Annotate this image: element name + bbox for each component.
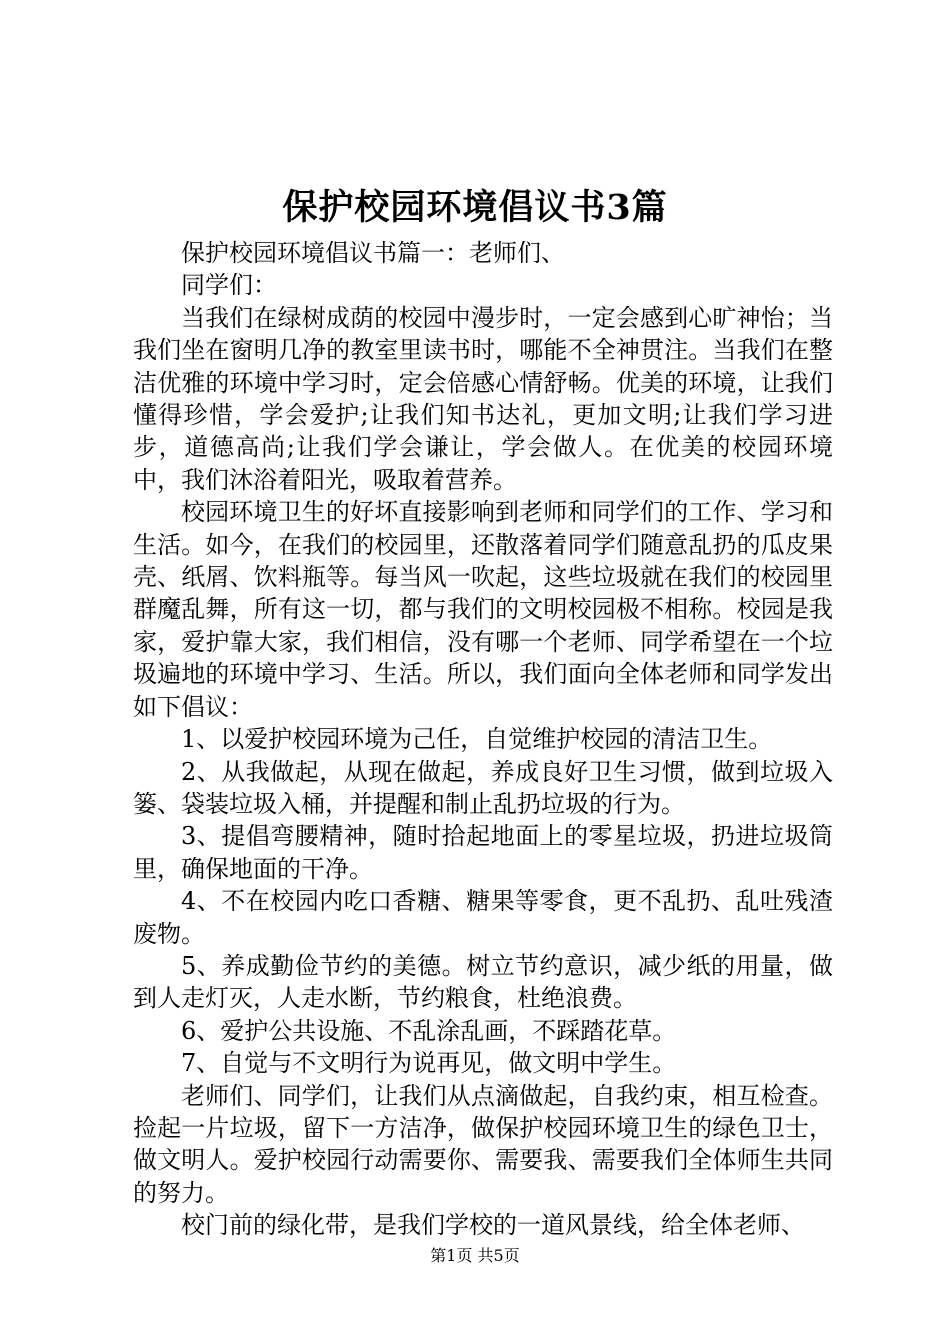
proposal-item-1: 1、以爱护校园环境为己任，自觉维护校园的清洁卫生。 xyxy=(181,725,773,754)
proposal-item-7: 7、自觉与不文明行为说再见，做文明中学生。 xyxy=(181,1049,677,1078)
paragraph-heading-line: 保护校园环境倡议书篇一：老师们、 xyxy=(181,239,565,267)
proposal-item-5: 5、养成勤俭节约的美德。树立节约意识，减少纸的用量，做到人走灯灭，人走水断，节约粮食，杜绝浪费。 xyxy=(133,951,833,1013)
paragraph-intro: 当我们在绿树成荫的校园中漫步时，一定会感到心旷神怡；当我们坐在窗明几净的教室里读书时，哪能不全神贯注。当我们在整洁优雅的环境中学习时，定会倍感心情舒畅。优美的环境，让我们懂得珍惜，学会爱护;让我们知书达礼，更加文明;让我们学习进步，道德高尚;让我们学会谦让，学会做人。在优美的校园环境中，我们沐浴着阳光，吸取着营养。 xyxy=(133,303,833,494)
proposal-item-2: 2、从我做起，从现在做起，养成良好卫生习惯，做到垃圾入篓、袋装垃圾入桶，并提醒和制止乱扔垃圾的行为。 xyxy=(133,757,833,818)
paragraph-continued: 校门前的绿化带，是我们学校的一道风景线，给全体老师、 xyxy=(181,1211,805,1240)
document-title: 保护校园环境倡议书3篇 xyxy=(282,187,668,228)
paragraph-salutation: 同学们： xyxy=(181,271,277,300)
proposal-item-6: 6、爱护公共设施、不乱涂乱画，不踩踏花草。 xyxy=(181,1016,677,1045)
paragraph-problem: 校园环境卫生的好坏直接影响到老师和同学们的工作、学习和生活。如今，在我们的校园里，还散落着同学们随意乱扔的瓜皮果壳、纸屑、饮料瓶等。每当风一吹起，这些垃圾就在我们的校园里群魔乱舞，所有这一切，都与我们的文明校园极不相称。校园是我家，爱护靠大家，我们相信，没有哪一个老师、同学希望在一个垃圾遍地的环境中学习、生活。所以，我们面向全体老师和同学发出如下倡议： xyxy=(133,498,833,721)
proposal-item-3: 3、提倡弯腰精神，随时拾起地面上的零星垃圾，扔进垃圾筒里，确保地面的干净。 xyxy=(133,822,833,883)
page-footer: 第1页 共5页 xyxy=(430,1246,520,1265)
document-body xyxy=(133,237,833,1242)
proposal-item-4: 4、不在校园内吃口香糖、糖果等零食，更不乱扔、乱吐残渣废物。 xyxy=(133,887,833,948)
paragraph-closing: 老师们、同学们，让我们从点滴做起，自我约束，相互检查。捡起一片垃圾，留下一方洁净，做保护校园环境卫生的绿色卫士，做文明人。爱护校园行动需要你、需要我、需要我们全体师生共同的努力。 xyxy=(133,1081,833,1207)
